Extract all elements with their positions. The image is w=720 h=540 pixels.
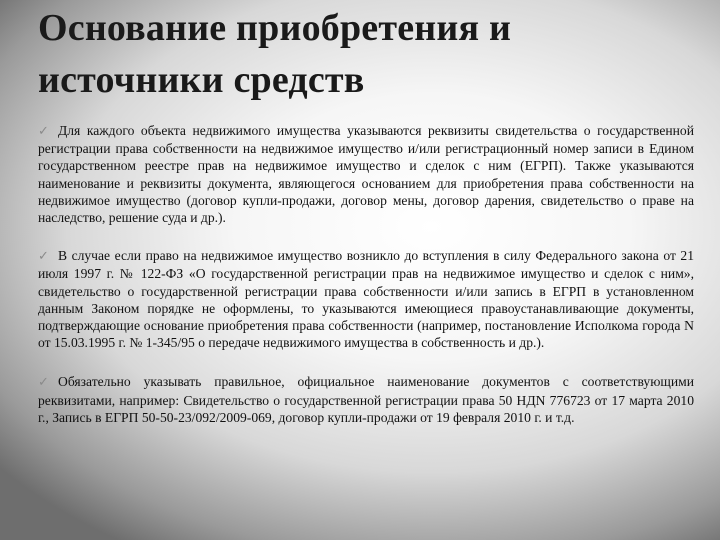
slide-title-line-1: Основание приобретения и (38, 7, 512, 49)
slide-title-line-2: источники средств (38, 59, 365, 101)
checkmark-icon: ✓ (38, 124, 49, 139)
bullet-item (38, 122, 694, 226)
bullet-item (38, 247, 694, 351)
bullet-text: В случае если право на недвижимое имущество возникло до вступления в силу Федерального закона от 21 июля 1997 г. № 122-ФЗ «О государственной регистрации прав на недвижимое имущество и сделок с ним», свидетельство о государственной регистрации права собственности и/или запись в ЕГРП в установленном данным Законом порядке не оформлены, то указываются имеющиеся правоустанавливающие документы, подтверждающие основание приобретения права собственности (например, постановление Исполкома города N от 15.03.1995 г. № 1-345/95 о передаче недвижимого имущества в собственность и др.). (38, 248, 694, 351)
slide-title (38, 2, 678, 106)
bullet-list (38, 122, 694, 426)
bullet-text: Обязательно указывать правильное, официальное наименование документов с соответствующими реквизитами, например: Свидетельство о государственной регистрации права 50 НДN 776723 от 17 марта 2010 г., Запись в ЕГРП 50-50-23/092/2009-069, договор купли-продажи от 19 февраля 2010 г. и т.д. (38, 374, 694, 425)
checkmark-icon: ✓ (38, 375, 49, 391)
bullet-item (38, 373, 694, 426)
bullet-text: Для каждого объекта недвижимого имущества указываются реквизиты свидетельства о государственной регистрации права собственности на недвижимое имущество и/или регистрационный номер записи в Едином государственном реестре прав на недвижимое имущество и сделок с ним (ЕГРП). Также указываются наименование и реквизиты документа, являющегося основанием для приобретения права собственности на недвижимое имущество (договор купли-продажи, договор мены, договор дарения, свидетельство о праве на наследство, решение суда и др.). (38, 123, 694, 226)
checkmark-icon: ✓ (38, 249, 49, 265)
